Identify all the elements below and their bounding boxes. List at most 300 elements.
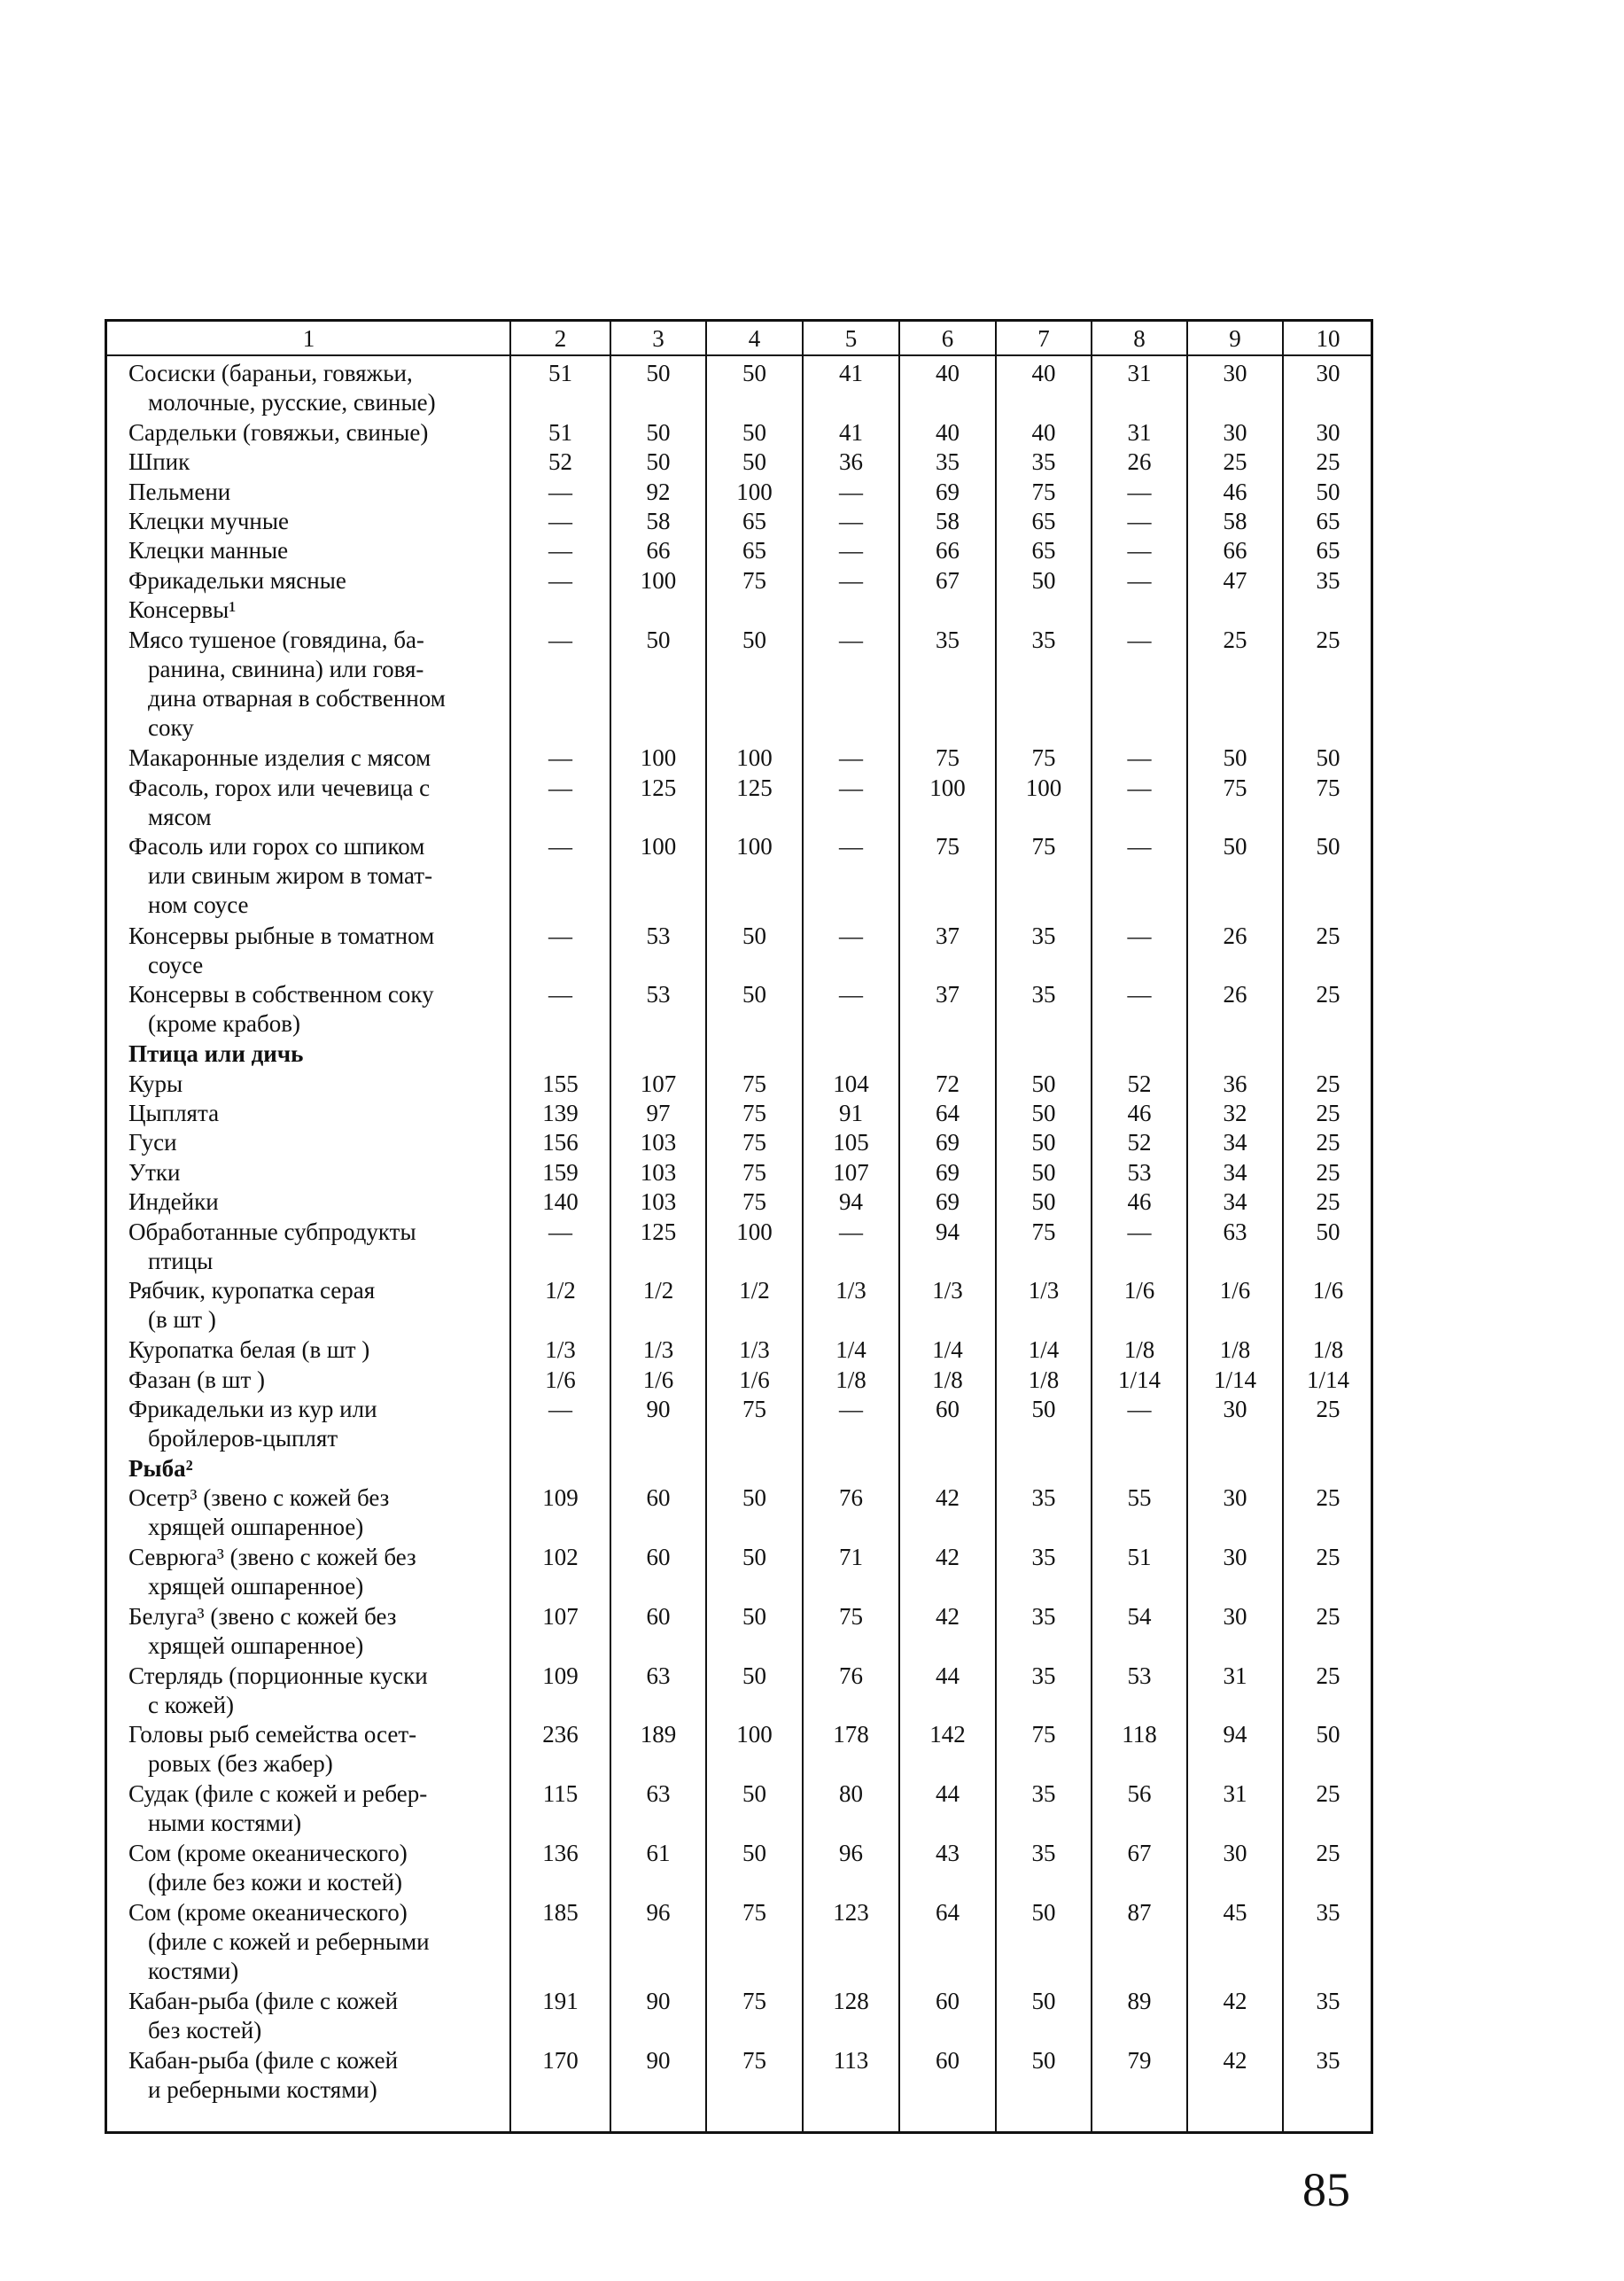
row-label	[128, 832, 509, 920]
table-cell: 125	[736, 774, 773, 801]
table-cell: 50	[1031, 1100, 1056, 1126]
row-label-line: Рябчик, куропатка серая	[128, 1277, 376, 1304]
table-cell: 50	[1031, 566, 1056, 594]
column-header: 1	[302, 325, 315, 352]
table-cell: 1/2	[545, 1277, 576, 1304]
table-cell: 109	[542, 1484, 579, 1512]
table-cell: 1/8	[1028, 1366, 1060, 1393]
table-cell: 100	[929, 774, 966, 801]
table-cell: 67	[1127, 1840, 1152, 1866]
table-cell: 100	[640, 744, 677, 772]
row-label	[128, 1779, 509, 1838]
table-cell: 25	[1316, 626, 1340, 653]
table-cell: —	[548, 566, 572, 594]
table-cell: 75	[1031, 1218, 1056, 1245]
table-cell: 60	[936, 1988, 960, 2014]
table-cell: 35	[936, 626, 960, 653]
row-label-line: Консервы в собственном соку	[128, 981, 434, 1008]
table-cell: —	[548, 508, 572, 534]
table-cell: 50	[1316, 1218, 1340, 1245]
table-cell: 1/6	[1123, 1277, 1155, 1304]
row-label-line: Мясо тушеное (говядина, ба-	[128, 626, 424, 653]
table-cell: 1/4	[835, 1336, 866, 1364]
table-cell: 35	[1031, 448, 1056, 476]
table-cell: 50	[1031, 2046, 1056, 2074]
table-cell: 50	[742, 1544, 766, 1570]
row-label-line: Головы рыб семейства осет-	[128, 1721, 417, 1748]
table-cell: 100	[736, 1218, 773, 1245]
row-label-line: Фрикадельки мясные	[128, 566, 346, 594]
table-cell: 94	[936, 1218, 960, 1245]
row-label-line: Шпик	[128, 448, 190, 476]
table-cell: 1/2	[642, 1277, 674, 1304]
table-cell: 65	[1316, 508, 1340, 534]
table-cell: 50	[742, 1662, 766, 1689]
row-label	[128, 1158, 509, 1187]
row-label-line: Кабан-рыба (филе с кожей	[128, 2046, 399, 2074]
table-cell: 64	[936, 1898, 960, 1926]
table-cell: 52	[1127, 1070, 1152, 1097]
table-cell: 30	[1223, 1484, 1247, 1512]
section-heading	[128, 1454, 509, 1483]
column-header: 6	[941, 325, 954, 352]
row-label	[128, 359, 509, 417]
table-cell: 107	[640, 1070, 677, 1097]
table-cell: 32	[1223, 1100, 1247, 1126]
row-label-line: (в шт )	[148, 1306, 216, 1334]
table-cell: 75	[742, 1129, 766, 1156]
table-cell: —	[1127, 774, 1152, 801]
table-cell: —	[1127, 744, 1152, 772]
table-cell: 65	[1031, 508, 1056, 534]
table-cell: 1/3	[932, 1277, 963, 1304]
row-label	[128, 922, 509, 980]
table-cell: 1/6	[1219, 1277, 1251, 1304]
column-header: 7	[1037, 325, 1050, 352]
table-cell: 55	[1127, 1484, 1152, 1512]
table-cell: 155	[542, 1070, 579, 1097]
row-label-line: (филе без кожи и костей)	[148, 1869, 403, 1896]
row-label-line: Стерлядь (порционные куски	[128, 1662, 428, 1689]
table-cell: 26	[1127, 448, 1152, 476]
table-cell: —	[839, 1218, 863, 1245]
table-cell: 46	[1127, 1188, 1152, 1216]
table-cell: —	[548, 833, 572, 860]
table-cell: 1/6	[1312, 1277, 1344, 1304]
table-cell: 1/6	[545, 1366, 576, 1393]
table-cell: 50	[1031, 1988, 1056, 2014]
column-header: 9	[1229, 325, 1241, 352]
row-label-line: молочные, русские, свиные)	[148, 389, 436, 416]
table-cell: 75	[839, 1602, 863, 1630]
table-cell: 139	[542, 1100, 579, 1126]
row-label-line: Осетр³ (звено с кожей без	[128, 1484, 390, 1512]
table-cell: 103	[640, 1158, 677, 1186]
row-label-line: и реберными костями)	[148, 2075, 377, 2103]
table-cell: 36	[839, 448, 863, 476]
row-label-line: Фасоль, горох или чечевица с	[128, 774, 431, 801]
row-label-line: хрящей ошпаренное)	[148, 1573, 364, 1600]
table-cell: 50	[742, 1840, 766, 1866]
header-divider	[107, 354, 1371, 356]
table-cell: 30	[1223, 1396, 1247, 1422]
table-cell: 50	[1031, 1898, 1056, 1926]
table-cell: 109	[542, 1662, 579, 1689]
row-label-line: Куры	[128, 1070, 183, 1097]
table-cell: 50	[646, 626, 671, 653]
row-label-line: с кожей)	[148, 1691, 235, 1718]
table-cell: 25	[1316, 1396, 1340, 1422]
table-cell: 90	[646, 2046, 671, 2074]
table-cell: 75	[742, 2046, 766, 2074]
table-cell: 1/4	[932, 1336, 963, 1364]
row-label-line: Куропатка белая (в шт )	[128, 1336, 370, 1364]
table-cell: —	[839, 774, 863, 801]
section-heading	[128, 1039, 509, 1069]
row-label	[128, 1218, 509, 1276]
table-cell: 50	[742, 1780, 766, 1808]
table-cell: 30	[1316, 418, 1340, 446]
table-cell: 67	[936, 566, 960, 594]
table-cell: 50	[742, 626, 766, 653]
table-cell: 75	[1223, 774, 1247, 801]
row-label-line: Фасоль или горох со шпиком	[128, 833, 425, 860]
row-label-line: хрящей ошпаренное)	[148, 1631, 364, 1659]
table-cell: 37	[936, 922, 960, 949]
table-cell: 94	[839, 1188, 863, 1216]
table-cell: —	[839, 478, 863, 505]
table-cell: 42	[936, 1544, 960, 1570]
table-cell: 52	[1127, 1129, 1152, 1156]
table-cell: —	[1127, 537, 1152, 564]
row-label-line: Пельмени	[128, 478, 231, 505]
table-cell: 56	[1127, 1780, 1152, 1808]
table-cell: 1/3	[642, 1336, 674, 1364]
table-cell: —	[548, 626, 572, 653]
table-cell: 76	[839, 1662, 863, 1689]
table-cell: —	[1127, 566, 1152, 594]
table-cell: 100	[1025, 774, 1062, 801]
table-cell: 66	[646, 537, 671, 564]
row-label	[128, 1602, 509, 1661]
table-cell: 1/14	[1306, 1366, 1349, 1393]
table-cell: 50	[1031, 1158, 1056, 1186]
table-cell: 1/6	[642, 1366, 674, 1393]
table-cell: 50	[1031, 1396, 1056, 1422]
table-cell: 100	[640, 833, 677, 860]
row-label	[128, 774, 509, 832]
row-label-line: дина отварная в собственном	[148, 684, 446, 712]
row-label	[128, 626, 509, 743]
table-cell: 80	[839, 1780, 863, 1808]
row-label-line: Рыба²	[128, 1454, 193, 1482]
table-cell: 50	[1031, 1188, 1056, 1216]
row-label-line: без костей)	[148, 2017, 262, 2044]
table-cell: 50	[1223, 744, 1247, 772]
table-cell: 42	[1223, 2046, 1247, 2074]
table-cell: 30	[1223, 360, 1247, 386]
table-cell: 91	[839, 1100, 863, 1126]
table-cell: 31	[1223, 1780, 1247, 1808]
table-cell: 40	[936, 360, 960, 386]
row-label	[128, 1839, 509, 1897]
table-cell: 100	[640, 566, 677, 594]
column-header: 3	[652, 325, 664, 352]
table-cell: 142	[929, 1721, 966, 1748]
table-cell: 37	[936, 981, 960, 1008]
table-cell: 40	[1031, 360, 1056, 386]
table-cell: 60	[936, 2046, 960, 2074]
table-cell: 136	[542, 1840, 579, 1866]
table-cell: 50	[1316, 478, 1340, 505]
table-cell: —	[548, 774, 572, 801]
table-cell: 26	[1223, 922, 1247, 949]
table-cell: 100	[736, 744, 773, 772]
table-cell: 25	[1316, 1158, 1340, 1186]
table-cell: 25	[1316, 1070, 1340, 1097]
table-cell: 125	[640, 1218, 677, 1245]
table-cell: 63	[646, 1662, 671, 1689]
row-label	[128, 1662, 509, 1720]
row-label-line: (кроме крабов)	[148, 1010, 300, 1038]
table-cell: —	[839, 744, 863, 772]
row-label-line: мясом	[148, 803, 212, 830]
table-cell: 50	[742, 1602, 766, 1630]
row-label-line: птицы	[148, 1247, 214, 1274]
table-cell: 72	[936, 1070, 960, 1097]
table-cell: 53	[646, 981, 671, 1008]
table-cell: 75	[1031, 833, 1056, 860]
table-cell: 66	[936, 537, 960, 564]
table-cell: 140	[542, 1188, 579, 1216]
table-cell: 60	[646, 1544, 671, 1570]
table-cell: 25	[1316, 1188, 1340, 1216]
table-cell: 50	[646, 418, 671, 446]
column-header: 2	[554, 325, 567, 352]
table-cell: 25	[1316, 1100, 1340, 1126]
table-cell: 25	[1223, 626, 1247, 653]
row-label	[128, 980, 509, 1039]
row-label-line: Консервы¹	[128, 596, 237, 624]
table-cell: —	[1127, 833, 1152, 860]
table-cell: 42	[936, 1602, 960, 1630]
table-cell: 42	[1223, 1988, 1247, 2014]
table-cell: 58	[936, 508, 960, 534]
table-cell: 35	[1031, 626, 1056, 653]
row-label	[128, 478, 509, 507]
table-cell: 79	[1127, 2046, 1152, 2074]
table-cell: 115	[542, 1780, 579, 1808]
table-cell: 54	[1127, 1602, 1152, 1630]
table-cell: 1/6	[739, 1366, 770, 1393]
table-cell: 65	[742, 537, 766, 564]
row-label-line: Обработанные субпродукты	[128, 1218, 416, 1245]
table-cell: —	[1127, 478, 1152, 505]
table-cell: 26	[1223, 981, 1247, 1008]
column-header: 4	[748, 325, 761, 352]
table-cell: 50	[742, 981, 766, 1008]
table-cell: 75	[936, 744, 960, 772]
row-label-line: бройлеров-цыплят	[148, 1425, 338, 1452]
table-cell: 103	[640, 1129, 677, 1156]
table-cell: —	[548, 1396, 572, 1422]
table-cell: 44	[936, 1662, 960, 1689]
table-cell: 25	[1316, 1662, 1340, 1689]
table-cell: —	[1127, 1396, 1152, 1422]
table-cell: 50	[1316, 1721, 1340, 1748]
table-cell: —	[839, 626, 863, 653]
table-cell: 178	[833, 1721, 869, 1748]
table-cell: —	[548, 537, 572, 564]
table-cell: 35	[1031, 1544, 1056, 1570]
table-cell: 96	[839, 1840, 863, 1866]
table-cell: —	[548, 478, 572, 505]
table-cell: 65	[742, 508, 766, 534]
table-cell: 1/8	[1312, 1336, 1344, 1364]
table-cell: 107	[833, 1158, 869, 1186]
table-cell: 46	[1127, 1100, 1152, 1126]
row-label-line: Фазан (в шт )	[128, 1366, 265, 1393]
table-cell: 1/4	[1028, 1336, 1060, 1364]
row-label	[128, 1366, 509, 1395]
row-label	[128, 1187, 509, 1217]
row-label-line: Консервы рыбные в томатном	[128, 922, 435, 949]
row-label-line: Фрикадельки из кур или	[128, 1396, 377, 1422]
table-cell: 40	[936, 418, 960, 446]
table-cell: 75	[742, 1898, 766, 1926]
table-cell: 60	[646, 1602, 671, 1630]
table-cell: 107	[542, 1602, 579, 1630]
table-cell: 36	[1223, 1070, 1247, 1097]
table-cell: 92	[646, 478, 671, 505]
table-cell: 69	[936, 1188, 960, 1216]
table-cell: 100	[736, 833, 773, 860]
table-cell: 53	[1127, 1662, 1152, 1689]
table-cell: 1/14	[1213, 1366, 1256, 1393]
table-cell: 35	[1316, 1898, 1340, 1926]
table-cell: 90	[646, 1396, 671, 1422]
table-cell: 96	[646, 1898, 671, 1926]
table-cell: 25	[1316, 1544, 1340, 1570]
row-label	[128, 1099, 509, 1128]
table-cell: 75	[742, 1158, 766, 1186]
table-cell: 75	[1031, 478, 1056, 505]
row-label-line: ровых (без жабер)	[148, 1750, 333, 1778]
row-label-line: Судак (филе с кожей и ребер-	[128, 1780, 428, 1808]
table-cell: 25	[1316, 1840, 1340, 1866]
table-cell: 90	[646, 1988, 671, 2014]
row-label	[128, 1276, 509, 1335]
row-label-line: или свиным жиром в томат-	[148, 862, 433, 890]
table-cell: 75	[742, 1070, 766, 1097]
row-label-line: Кабан-рыба (филе с кожей	[128, 1988, 399, 2014]
row-label-line: Цыплята	[128, 1100, 220, 1126]
table-cell: 64	[936, 1100, 960, 1126]
table-cell: 65	[1316, 537, 1340, 564]
table-cell: 118	[1122, 1721, 1157, 1748]
table-cell: 34	[1223, 1188, 1247, 1216]
table-cell: 75	[1031, 1721, 1056, 1748]
table-cell: —	[548, 981, 572, 1008]
table-cell: 65	[1031, 537, 1056, 564]
table-cell: 25	[1316, 981, 1340, 1008]
table-cell: 30	[1316, 360, 1340, 386]
table-cell: 1/3	[545, 1336, 576, 1364]
table-cell: 45	[1223, 1898, 1247, 1926]
row-label-line: соусе	[148, 951, 204, 978]
table-cell: 1/8	[1219, 1336, 1251, 1364]
table-cell: 35	[1031, 1484, 1056, 1512]
table-cell: 71	[839, 1544, 863, 1570]
row-label-line: Утки	[128, 1158, 181, 1186]
table-cell: 51	[548, 360, 572, 386]
table-cell: 75	[1316, 774, 1340, 801]
table-cell: 113	[833, 2046, 869, 2074]
table-cell: 87	[1127, 1898, 1152, 1926]
table-cell: 60	[936, 1396, 960, 1422]
table-cell: 61	[646, 1840, 671, 1866]
table-cell: 66	[1223, 537, 1247, 564]
row-label	[128, 1335, 509, 1365]
table-cell: —	[1127, 922, 1152, 949]
table-cell: 30	[1223, 1602, 1247, 1630]
table-cell: 41	[839, 418, 863, 446]
row-label	[128, 1128, 509, 1157]
table-cell: 1/2	[739, 1277, 770, 1304]
row-label	[128, 2046, 509, 2105]
table-cell: —	[1127, 626, 1152, 653]
table-cell: 50	[1223, 833, 1247, 860]
row-label-line: Клецки манные	[128, 537, 289, 564]
row-label-line: Клецки мучные	[128, 508, 289, 534]
table-cell: 60	[646, 1484, 671, 1512]
table-cell: —	[548, 922, 572, 949]
table-cell: 97	[646, 1100, 671, 1126]
table-cell: 125	[640, 774, 677, 801]
table-cell: 75	[742, 1396, 766, 1422]
row-label	[128, 536, 509, 565]
column-header: 5	[844, 325, 858, 352]
table-cell: 170	[542, 2046, 579, 2074]
table-cell: 35	[1031, 1840, 1056, 1866]
row-label-line: ранина, свинина) или говя-	[148, 655, 424, 682]
table-cell: —	[548, 1218, 572, 1245]
table-cell: 41	[839, 360, 863, 386]
table-cell: 52	[548, 448, 572, 476]
table-cell: 1/8	[1123, 1336, 1155, 1364]
row-label	[128, 1898, 509, 1986]
table-cell: —	[839, 1396, 863, 1422]
row-label-line: Сом (кроме океанического)	[128, 1898, 408, 1926]
row-label	[128, 1483, 509, 1542]
table-cell: 89	[1127, 1988, 1152, 2014]
table-cell: 35	[936, 448, 960, 476]
row-label-line: Птица или дичь	[128, 1040, 304, 1068]
table-cell: 75	[1031, 744, 1056, 772]
table-cell: 34	[1223, 1158, 1247, 1186]
table-cell: 44	[936, 1780, 960, 1808]
row-label-line: Индейки	[128, 1188, 219, 1216]
table-cell: 25	[1316, 1780, 1340, 1808]
table-cell: 1/8	[932, 1366, 963, 1393]
table-cell: 25	[1316, 922, 1340, 949]
table-cell: 30	[1223, 418, 1247, 446]
table-cell: 40	[1031, 418, 1056, 446]
table-cell: 25	[1223, 448, 1247, 476]
table-cell: 50	[1316, 744, 1340, 772]
table-cell: —	[1127, 508, 1152, 534]
column-header: 8	[1133, 325, 1146, 352]
